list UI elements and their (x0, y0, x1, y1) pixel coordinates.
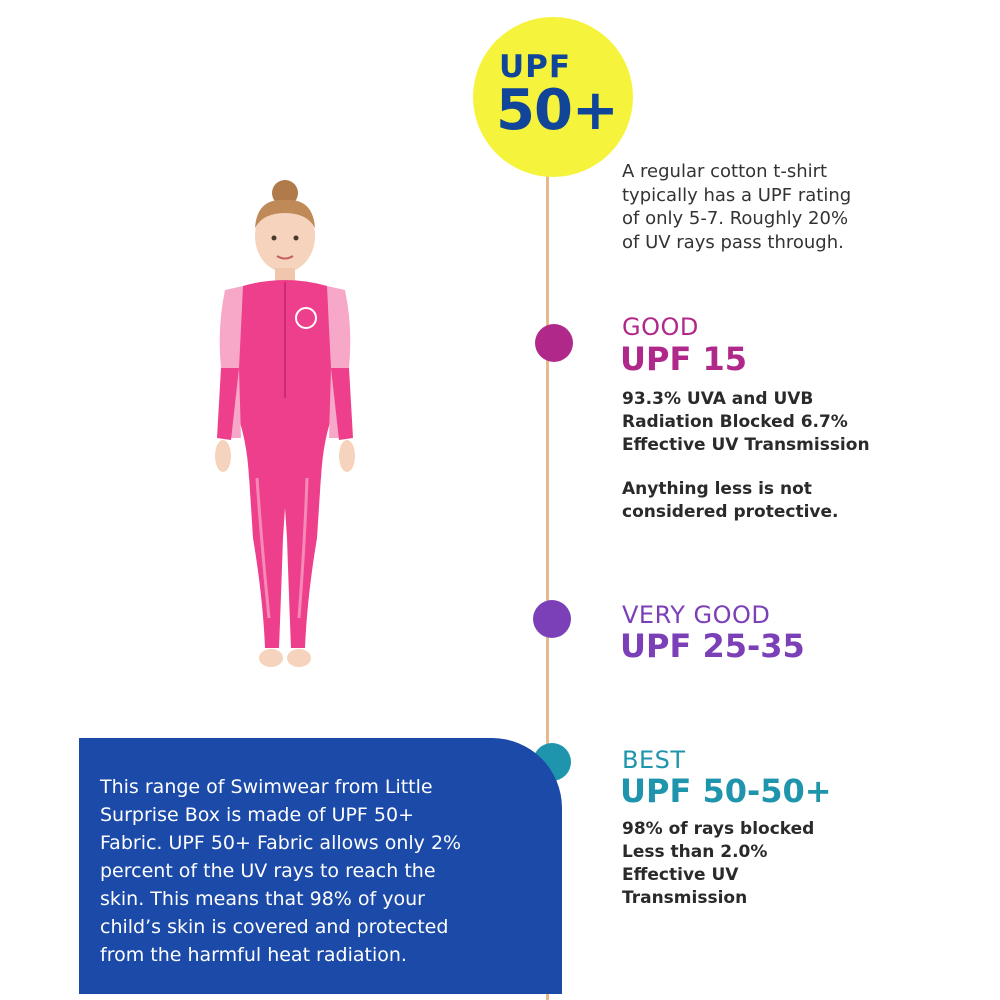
good-desc-line: Anything less is not (622, 479, 812, 499)
info-line: This range of Swimwear from Little (100, 776, 433, 798)
best-desc-line: Effective UV (622, 865, 739, 885)
girl-swimsuit-figure (195, 178, 375, 683)
very-good-dot (533, 600, 571, 638)
best-value: UPF 50-50+ (620, 772, 832, 810)
good-dot (535, 324, 573, 362)
info-line: from the harmful heat radiation. (100, 944, 407, 966)
intro-line: A regular cotton t-shirt (622, 161, 828, 182)
best-label: BEST (622, 746, 686, 774)
intro-line: typically has a UPF rating (622, 184, 852, 206)
badge-bottom-text: 50+ (496, 78, 618, 143)
good-desc-line (622, 457, 922, 478)
best-desc-line: Transmission (622, 888, 748, 908)
good-desc-line: Radiation Blocked 6.7% (622, 412, 848, 432)
info-text (100, 773, 492, 969)
good-description (622, 388, 922, 524)
good-label: GOOD (622, 313, 699, 341)
info-line: child’s skin is covered and protected (100, 916, 449, 938)
info-line: Surprise Box is made of UPF 50+ (100, 804, 414, 826)
intro-line: of UV rays pass through. (622, 231, 844, 253)
best-desc-line: 98% of rays blocked (622, 819, 815, 839)
info-line: percent of the UV rays to reach the (100, 860, 436, 882)
good-desc-line: 93.3% UVA and UVB (622, 389, 814, 409)
upf-badge (473, 17, 633, 177)
good-value: UPF 15 (620, 340, 747, 378)
best-description (622, 818, 922, 910)
good-desc-line: Effective UV Transmission (622, 435, 870, 455)
best-desc-line: Less than 2.0% (622, 842, 768, 862)
info-line: skin. This means that 98% of your (100, 888, 425, 910)
intro-text (622, 160, 912, 254)
info-line: Fabric. UPF 50+ Fabric allows only 2% (100, 832, 462, 854)
good-desc-line: considered protective. (622, 502, 839, 522)
intro-line: of only 5-7. Roughly 20% (622, 208, 849, 229)
badge-top-text: UPF (499, 49, 572, 85)
very-good-value: UPF 25-35 (620, 627, 805, 665)
very-good-label: VERY GOOD (622, 601, 771, 629)
